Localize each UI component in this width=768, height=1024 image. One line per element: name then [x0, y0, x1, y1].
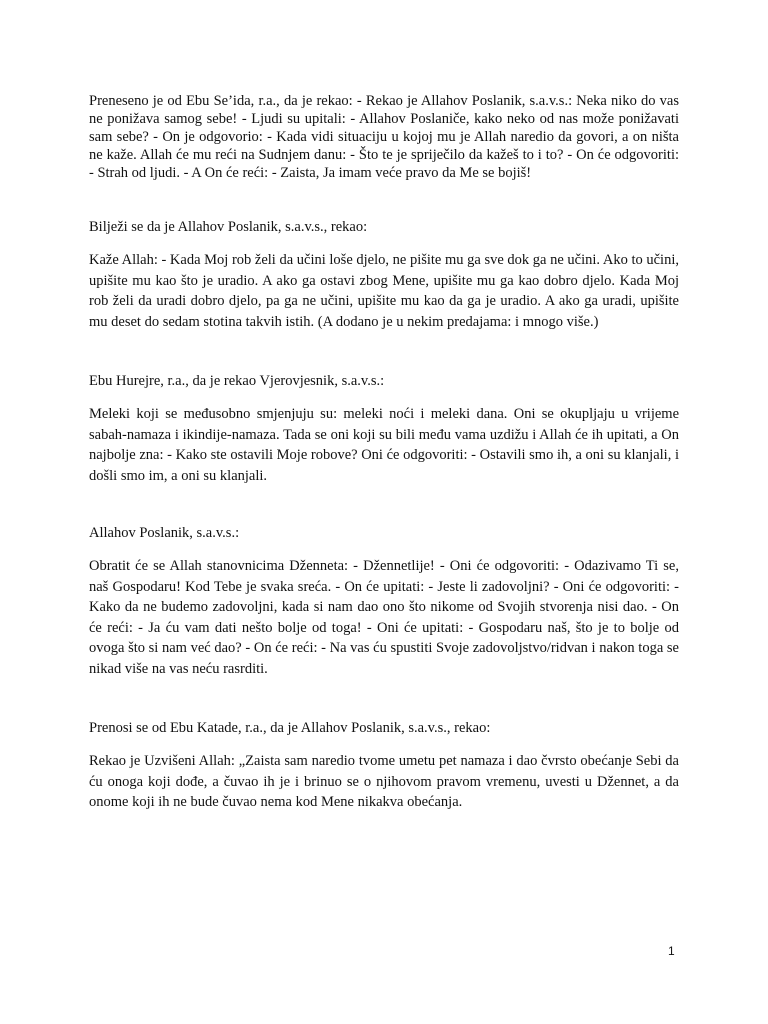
paragraph-intro-biljezi: Bilježi se da je Allahov Poslanik, s.a.v.s., rekao:	[89, 219, 368, 235]
paragraph-pet-namaza: Rekao je Uzvišeni Allah: „Zaista sam naredio tvome umetu pet namaza i dao čvrsto obećanje Sebi da ću onoga koji dođe, a čuvao ih je i brinuo se o njihovom pravom vremenu, uvesti u Džennet, a da onome koji ih ne bude čuvao nema kod Mene nikakva obećanja.	[89, 753, 679, 810]
document-body	[89, 92, 679, 813]
paragraph-intro-ebu-hurejre: Ebu Hurejre, r.a., da je rekao Vjerovjesnik, s.a.v.s.:	[89, 373, 385, 389]
paragraph-intro-ebu-katade: Prenosi se od Ebu Katade, r.a., da je Allahov Poslanik, s.a.v.s., rekao:	[89, 720, 491, 736]
page-number: 1	[668, 944, 675, 958]
paragraph-meleki: Meleki koji se međusobno smjenjuju su: meleki noći i meleki dana. Oni se okupljaju u vrijeme sabah-namaza i ikindije-namaza. Tada se oni koji su bili među vama uzdižu i Allah će ih upitati, a On najbolje zna: - Kako ste ostavili Moje robove? Oni će odgovoriti: - Ostavili smo ih, a oni su klanjali, i došli smo im, a oni su klanjali.	[89, 406, 679, 484]
paragraph-kaze-allah: Kaže Allah: - Kada Moj rob želi da učini loše djelo, ne pišite mu ga sve dok ga ne učini. Ako to učini, upišite mu kao što je uradio. A ako ga ostavi zbog Mene, upišite mu ga kao dobro djelo. Kada Moj rob želi da uradi dobro djelo, pa ga ne učini, upišite mu kao da ga je uradio. A ako ga uradi, upišite mu deset do sedam stotina takvih istih. (A dodano je u nekim predajama: i mnogo više.)	[89, 252, 679, 330]
paragraph-intro-poslanik: Allahov Poslanik, s.a.v.s.:	[89, 525, 240, 541]
paragraph-ebu-seid-hadith: Preneseno je od Ebu Se’ida, r.a., da je rekao: - Rekao je Allahov Poslanik, s.a.v.s.: Neka niko do vas ne ponižava samog sebe! - Ljudi su upitali: - Allahov Poslaniče, kako neko od nas može ponižavati sam sebe? - On je odgovorio: - Kada vidi situaciju u kojoj mu je Allah naredio da govori, a on ništa ne kaže. Allah će mu reći na Sudnjem danu: - Što te je spriječilo da kažeš to i to? - On će odgovoriti: - Strah od ljudi. - A On će reći: - Zaista, Ja imam veće pravo da Me se bojiš!	[89, 93, 679, 181]
paragraph-dzennetlije: Obratit će se Allah stanovnicima Dženneta: - Džennetlije! - Oni će odgovoriti: - Odazivamo Ti se, naš Gospodaru! Kod Tebe je svaka sreća. - On će upitati: - Jeste li zadovoljni? - Oni će odgovoriti: - Kako da ne budemo zadovoljni, kada si nam dao ono što nikome od Svojih stvorenja nisi dao. - On će reći: - Ja ću vam dati nešto bolje od toga! - Oni će upitati: - Gospodaru naš, što je to bolje od ovoga što si nam već dao? - On će reći: - Na vas ću spustiti Svoje zadovoljstvo/ridvan i nakon toga se nikad više na vas neću rasrditi.	[89, 558, 679, 677]
